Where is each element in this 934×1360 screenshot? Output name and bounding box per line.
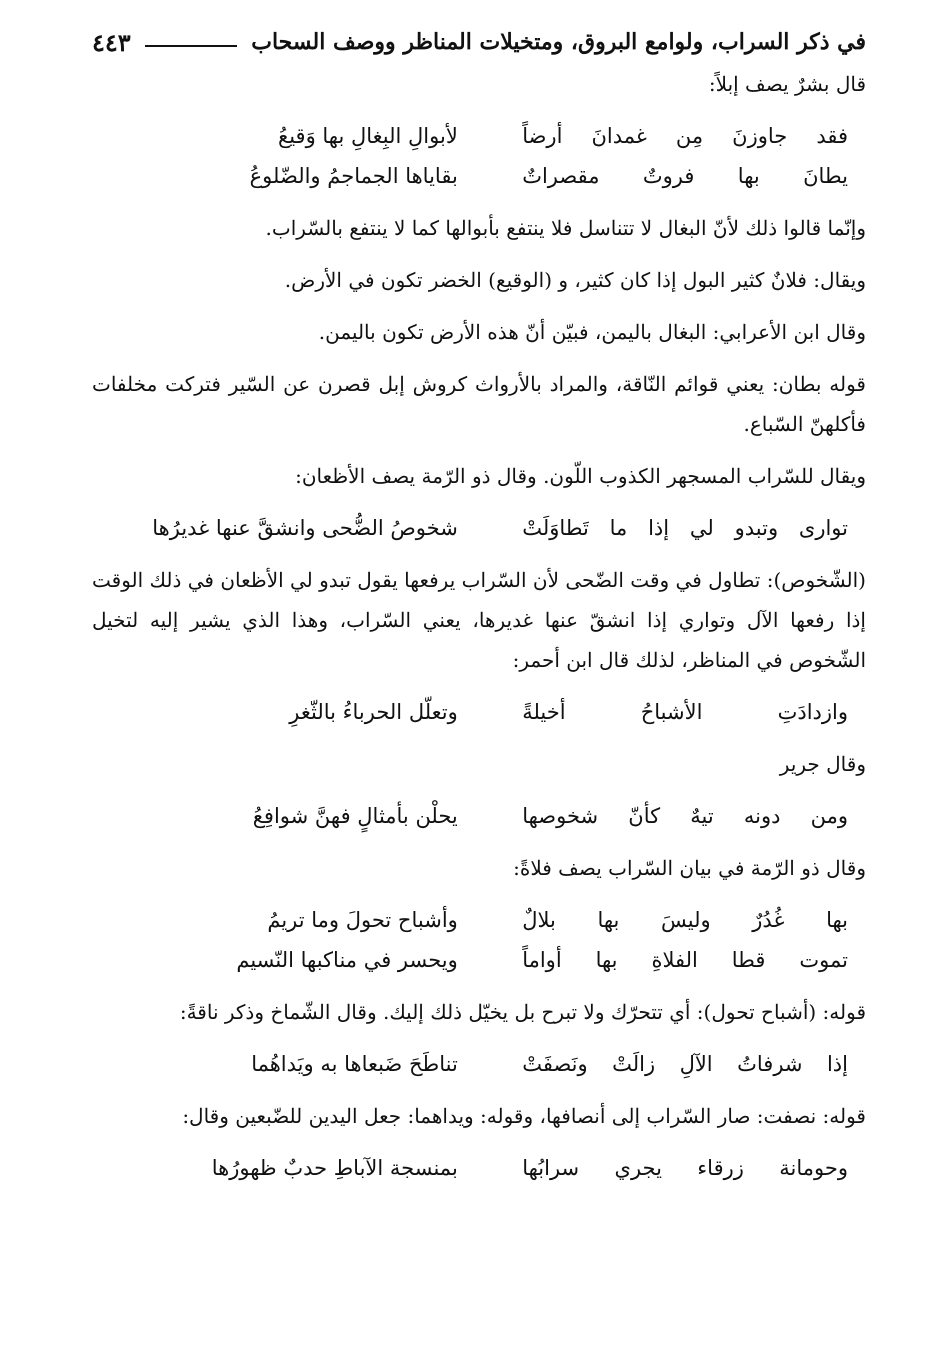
verse-second-hemistich: وأشباح تحولَ وما تريمُ [267,908,458,932]
verse-second-hemistich: وتعلّل الحرباءُ بالثّغرِ [289,700,458,724]
verse-first-hemistich: فقد جاوزنَ مِن غمدانَ أرضاً [522,124,848,148]
running-header [92,20,866,64]
paragraph: قوله: (أشباح تحول): أي تتحرّك ولا تبرح بل يخيّل ذلك إليك. وقال الشّماخ وذكر ناقةً: [179,1000,866,1024]
paragraph: وقال جرير [779,752,866,776]
header-rule [145,45,238,47]
verse-block [92,1044,866,1084]
verse-line [92,156,866,196]
verse-line [92,796,866,836]
paragraph: وإنّما قالوا ذلك لأنّ البغال لا تتناسل فلا ينتفع بأبوالها كما لا ينتفع بالسّراب. [265,216,866,240]
paragraph: قوله بطان: يعني قوائم النّاقة، والمراد بالأرواث كروش إبل قصرن عن السّير فتركت مخلفات فأكلهنّ السّباع. [92,372,866,436]
paragraph: ويقال للسّراب المسجهر الكذوب اللّون. وقال ذو الرّمة يصف الأظعان: [295,464,866,488]
verse-line [92,940,866,980]
verse-line [92,116,866,156]
verse-first-hemistich: تموت قطا الفلاةِ بها أواماً [522,948,848,972]
verse-first-hemistich: بها غُدُرٌ وليسَ بها بلالٌ [522,908,848,932]
verse-first-hemistich: وازدادَتِ الأشباحُ أخيلةً [522,700,848,724]
paragraph: وقال ذو الرّمة في بيان السّراب يصف فلاةً: [513,856,866,880]
verse-block [92,508,866,548]
verse-second-hemistich: يحلْن بأمثالٍ فهنَّ شوافِعُ [252,804,458,828]
paragraph: قوله: نصفت: صار السّراب إلى أنصافها، وقوله: ويداهما: جعل اليدين للضّبعين وقال: [182,1104,866,1128]
paragraph: ويقال: فلانٌ كثير البول إذا كان كثير، و (الوقيع) الخضر تكون في الأرض. [284,268,866,292]
verse-block [92,900,866,980]
verse-second-hemistich: لأبوالِ البِغالِ بها وَقيعُ [278,124,458,148]
verse-line [92,692,866,732]
verse-line [92,508,866,548]
verse-first-hemistich: إذا شرفاتُ الآلِ زالَتْ ونَصفَتْ [522,1052,848,1076]
verse-second-hemistich: بقاياها الجماجمُ والضّلوعُ [249,164,458,188]
verse-block [92,796,866,836]
verse-first-hemistich: ومن دونه تيهٌ كأنّ شخوصها [522,804,848,828]
verse-line [92,900,866,940]
verse-line [92,1044,866,1084]
verse-block [92,1148,866,1188]
verse-block [92,116,866,196]
page-number: ٤٤٣ [92,27,131,57]
running-title: في ذكر السراب، ولوامع البروق، ومتخيلات المناظر ووصف السحاب [251,29,866,55]
paragraph: (الشّخوص): تطاول في وقت الضّحى لأن السّراب يرفعها يقول تبدو لي الأظعان في ذلك الوقت إذا رفعها الآل وتواري إذا انشقّ عنها غديرها، يعني السّراب، وهذا الذي يشير إليه لتخيل الشّخوص في المناظر، لذلك قال ابن أحمر: [92,568,866,672]
verse-second-hemistich: تناطَحَ ضَبعاها به ويَداهُما [251,1052,458,1076]
verse-line [92,1148,866,1188]
verse-first-hemistich: وحومانة زرقاء يجري سرابُها [522,1156,848,1180]
verse-second-hemistich: بمنسجة الآباطِ حدبٌ ظهورُها [211,1156,458,1180]
verse-second-hemistich: ويحسر في مناكبها النّسيم [236,948,458,972]
page-body [92,64,866,1188]
verse-block [92,692,866,732]
paragraph: وقال ابن الأعرابي: البغال باليمن، فبيّن أنّ هذه الأرض تكون باليمن. [318,320,866,344]
verse-second-hemistich: شخوصُ الضُّحى وانشقَّ عنها غديرُها [152,516,458,540]
paragraph: قال بشرٌ يصف إبلاً: [708,72,866,96]
verse-first-hemistich: توارى وتبدو لي إذا ما تَطاوَلَتْ [522,516,848,540]
verse-first-hemistich: يطانَ بها فروتٌ مقصراتٌ [522,164,848,188]
